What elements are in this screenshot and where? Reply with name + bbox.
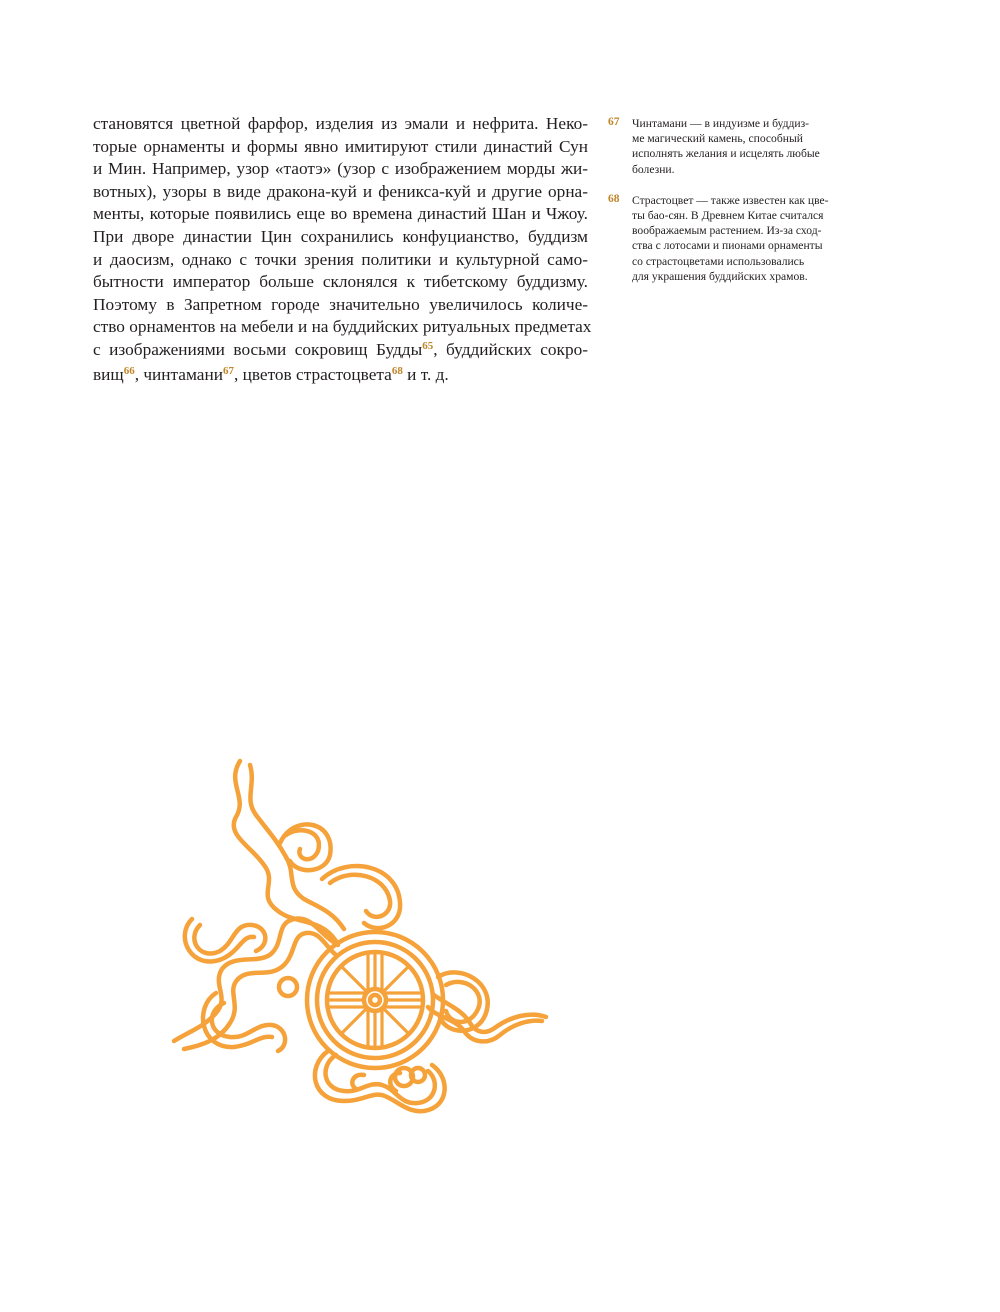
text-segment: вищ (93, 364, 124, 384)
footnote-ref-68[interactable]: 68 (391, 364, 403, 377)
text-line (93, 339, 588, 364)
text-line: торые орнаменты и формы явно имитируют стили династий Сун (93, 136, 588, 156)
text-line: При дворе династии Цин сохранились конфуцианство, буддизм (93, 226, 588, 246)
footnote-text (632, 193, 848, 284)
footnote-line: для украшения буддийских храмов. (632, 269, 808, 283)
footnote-line: воображаемым растением. Из-за сход- (632, 224, 822, 238)
footnote-text (632, 116, 848, 177)
footnote-67 (608, 116, 848, 177)
footnote-line: Чинтамани — в индуизме и буддиз- (632, 117, 810, 130)
footnote-line: исполнять желания и исцелять любые (632, 147, 820, 161)
text-line: и Мин. Например, узор «таотэ» (узор с изображением морды жи- (93, 159, 588, 179)
text-line: бытности император больше склонялся к тибетскому буддизму. (93, 272, 588, 292)
text-line: вотных), узоры в виде дракона-куй и феникса-куй и другие орна- (93, 181, 588, 201)
text-line: Поэтому в Запретном городе значительно увеличилось количе- (93, 294, 588, 314)
footnotes (608, 116, 848, 300)
footnote-line: ме магический камень, способный (632, 132, 803, 146)
footnote-line: болезни. (632, 162, 675, 176)
text-segment: с изображениями восьми сокровищ Будды (93, 339, 423, 359)
text-segment: , буддийских сокро- (433, 339, 588, 359)
dharma-wheel-ornament-icon (160, 755, 550, 1120)
text-line: ство орнаментов на мебели и на буддийских ритуальных предметах (93, 317, 592, 337)
footnote-line: ты бао-сян. В Древнем Китае считался (632, 209, 824, 223)
footnote-number: 67 (608, 116, 620, 128)
text-segment: , чинтамани (134, 364, 223, 384)
text-segment: и т. д. (402, 364, 449, 384)
main-text (93, 113, 592, 388)
text-line: менты, которые появились еще во времена династий Шан и Чжоу. (93, 204, 588, 224)
footnote-number: 68 (608, 192, 620, 205)
footnote-ref-67[interactable]: 67 (222, 364, 234, 377)
text-line (93, 364, 588, 389)
footnote-line: со страстоцветами использовались (632, 254, 805, 268)
footnote-68 (608, 193, 848, 284)
footnote-line: ства с лотосами и пионами орнаменты (632, 239, 823, 253)
text-line: и даосизм, однако с точки зрения политики и культурной само- (93, 249, 588, 269)
footnote-line: Страстоцвет — также известен как цве- (632, 193, 829, 207)
text-line: становятся цветной фарфор, изделия из эмали и нефрита. Неко- (93, 114, 588, 133)
text-segment: , цветов страстоцвета (233, 364, 392, 384)
footnote-ref-66[interactable]: 66 (123, 364, 135, 377)
footnote-ref-65[interactable]: 65 (422, 339, 434, 352)
